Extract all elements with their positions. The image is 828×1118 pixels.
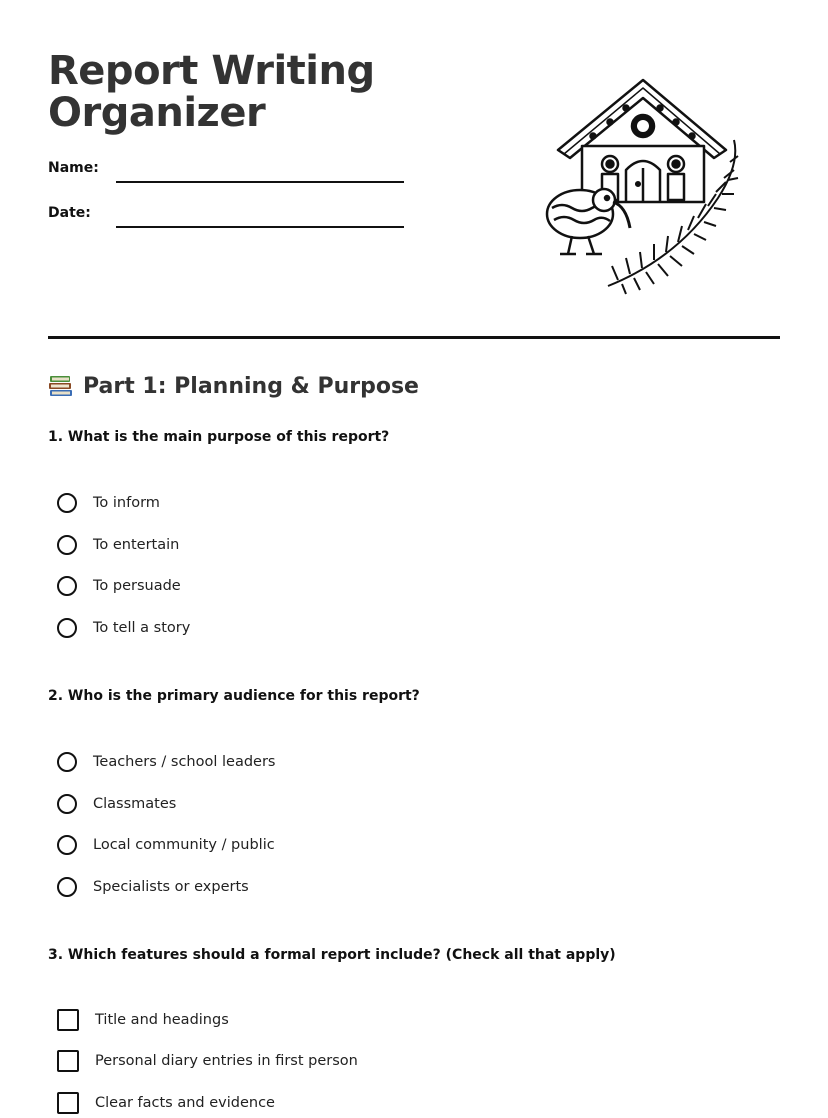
checkbox[interactable] [57,1092,79,1114]
q3-option-facts-evidence[interactable] [57,1091,275,1115]
option-label: Clear facts and evidence [95,1095,275,1111]
q3-option-diary-entries[interactable] [57,1049,358,1073]
option-label: To persuade [93,578,181,594]
radio-button[interactable] [57,877,77,897]
q2-option-teachers[interactable] [57,750,275,774]
question-1: 1. What is the main purpose of this report? [48,429,390,445]
q1-option-to-tell-a-story[interactable] [57,616,190,640]
radio-button[interactable] [57,794,77,814]
date-label: Date: [48,205,91,221]
option-label: To inform [93,495,160,511]
option-label: To entertain [93,537,180,553]
radio-button[interactable] [57,535,77,555]
radio-button[interactable] [57,576,77,596]
q1-option-to-inform[interactable] [57,491,160,515]
page-title: Report Writing Organizer [48,48,375,136]
q1-option-to-entertain[interactable] [57,533,179,557]
date-line[interactable] [116,226,404,228]
date-field[interactable] [48,205,408,235]
name-line[interactable] [116,181,404,183]
radio-button[interactable] [57,618,77,638]
option-label: Classmates [93,796,177,812]
option-label: To tell a story [93,620,191,636]
radio-button[interactable] [57,752,77,772]
option-label: Title and headings [95,1012,229,1028]
name-field[interactable] [48,160,408,190]
option-label: Local community / public [93,837,275,853]
q1-option-to-persuade[interactable] [57,574,181,598]
part1-title-text: Part 1: Planning & Purpose [83,373,419,399]
wharenui-kiwi-fern-illustration [538,68,758,298]
radio-button[interactable] [57,493,77,513]
q2-option-local-community[interactable] [57,833,275,857]
q2-option-classmates[interactable] [57,792,176,816]
question-2: 2. Who is the primary audience for this report? [48,688,420,704]
q2-option-specialists[interactable] [57,875,249,899]
option-label: Teachers / school leaders [93,754,276,770]
name-label: Name: [48,160,99,176]
question-3: 3. Which features should a formal report include? (Check all that apply) [48,947,616,963]
radio-button[interactable] [57,835,77,855]
books-icon [48,373,74,399]
q3-option-title-headings[interactable] [57,1008,229,1032]
option-label: Specialists or experts [93,879,249,895]
option-label: Personal diary entries in first person [95,1053,358,1069]
part1-title [48,373,419,399]
checkbox[interactable] [57,1050,79,1072]
checkbox[interactable] [57,1009,79,1031]
section-divider [48,336,780,339]
